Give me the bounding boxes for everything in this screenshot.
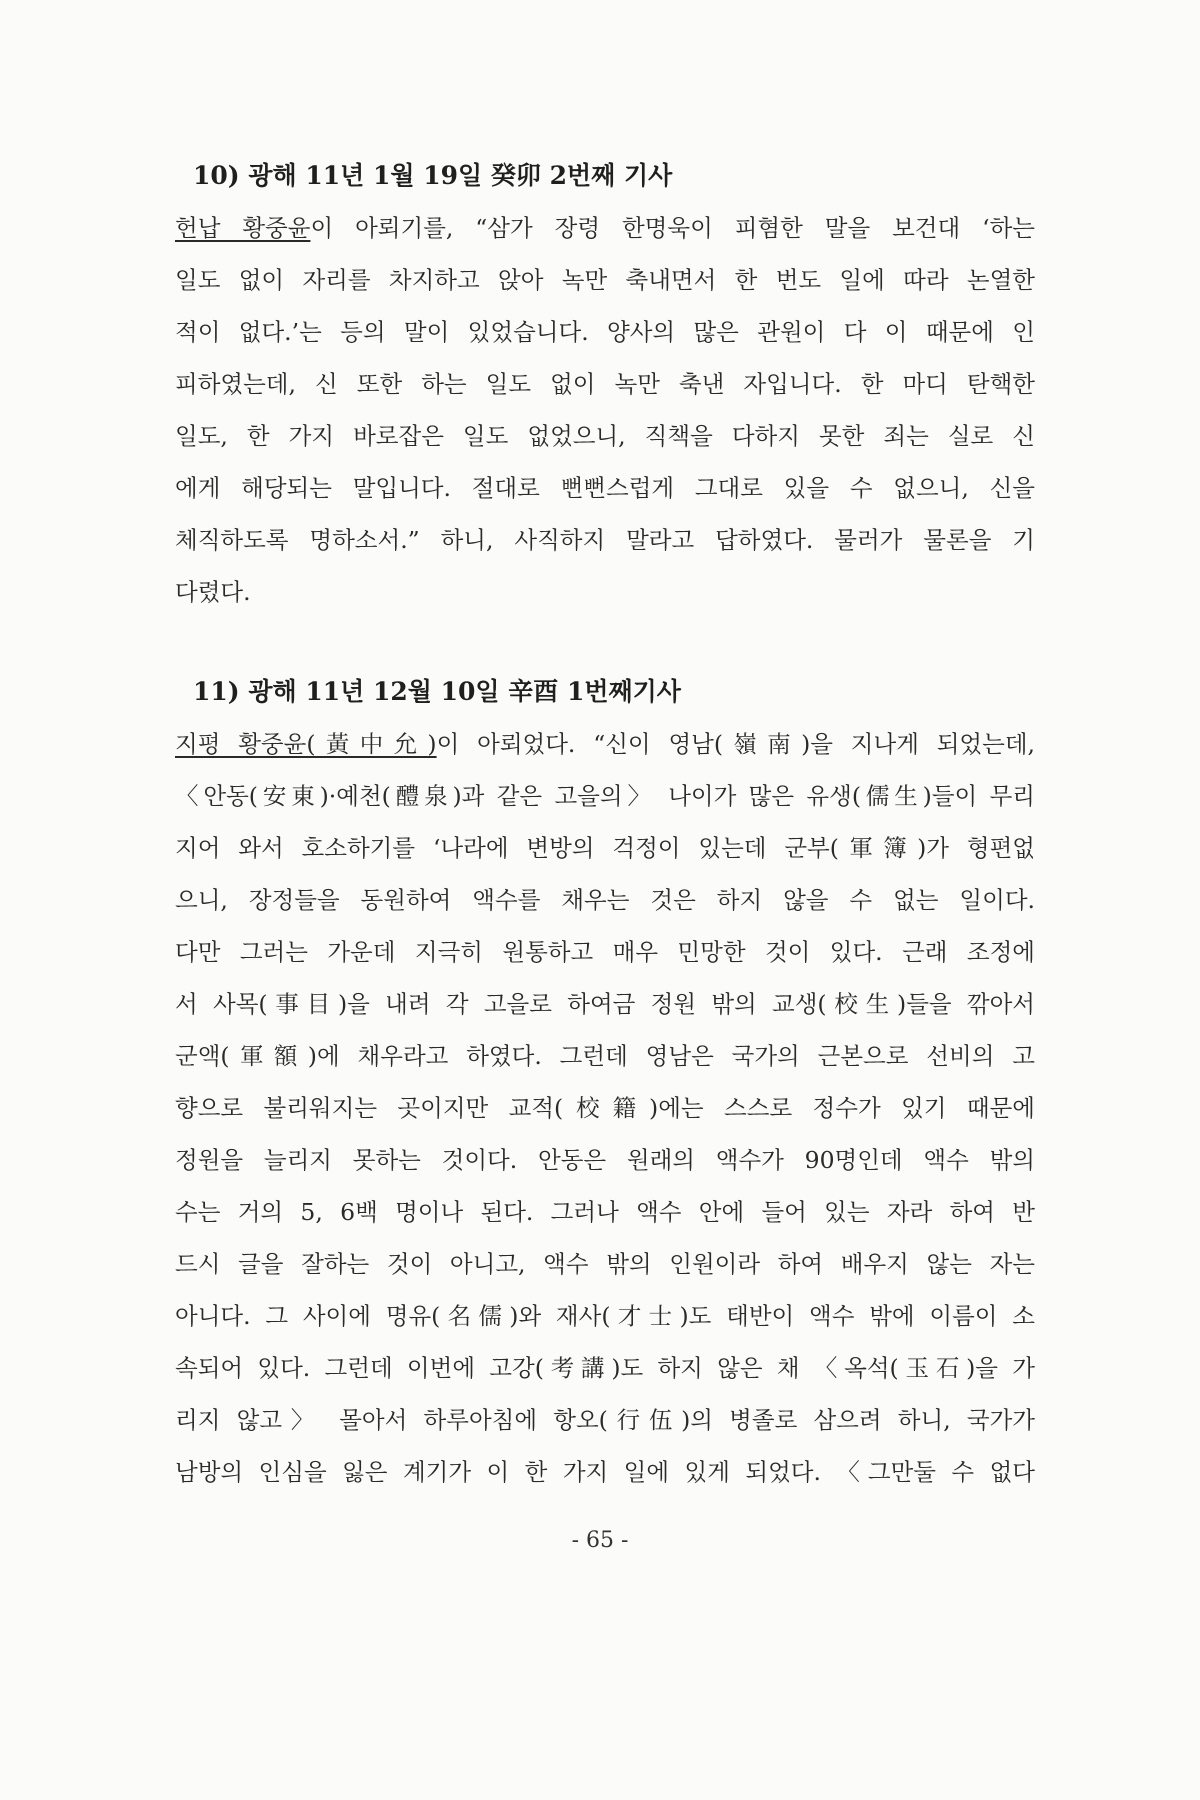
- body-line: 군액(軍額)에 채우라고 하였다. 그런데 영남은 국가의 근본으로 선비의 고: [175, 1042, 1035, 1070]
- body-line: 정원을 늘리지 못하는 것이다. 안동은 원래의 액수가 90명인데 액수 밖의: [175, 1146, 1035, 1174]
- body-line: 으니, 장정들을 동원하여 액수를 채우는 것은 하지 않을 수 없는 일이다.: [175, 886, 1035, 914]
- body-line: 서 사목(事目)을 내려 각 고을로 하여금 정원 밖의 교생(校生)들을 깎아서: [175, 990, 1035, 1018]
- body-line: 에게 해당되는 말입니다. 절대로 뻔뻔스럽게 그대로 있을 수 없으니, 신을: [175, 474, 1035, 502]
- body-line: 속되어 있다. 그런데 이번에 고강(考講)도 하지 않은 채 〈옥석(玉石)을 가: [175, 1354, 1035, 1382]
- section-heading-11: 11) 광해 11년 12월 10일 辛酉 1번째기사: [193, 677, 681, 706]
- body-line: 적이 없다.’는 등의 말이 있었습니다. 양사의 많은 관원이 다 이 때문에 인: [175, 318, 1035, 346]
- body-line: 피하였는데, 신 또한 하는 일도 없이 녹만 축낸 자입니다. 한 마디 탄핵한: [175, 370, 1035, 398]
- page-number: - 65 -: [571, 1528, 629, 1553]
- body-line: 남방의 인심을 잃은 계기가 이 한 가지 일에 있게 되었다. 〈그만둘 수 없다: [175, 1458, 1035, 1486]
- body-line: 지평 황중윤(黃中允)이 아뢰었다. “신이 영남(嶺南)을 지나게 되었는데,: [175, 730, 1035, 758]
- body-line: 다만 그러는 가운데 지극히 원통하고 매우 민망한 것이 있다. 근래 조정에: [175, 938, 1035, 966]
- section-body-11: [175, 718, 1035, 1498]
- speaker-underlined: 헌납 황중윤: [175, 214, 311, 242]
- body-line: 드시 글을 잘하는 것이 아니고, 액수 밖의 인원이라 하여 배우지 않는 자는: [175, 1250, 1035, 1278]
- page-content: [175, 150, 1035, 1498]
- speaker-underlined: 지평 황중윤(黃中允): [175, 730, 437, 758]
- section-body-10: [175, 202, 1035, 618]
- body-line: 일도, 한 가지 바로잡은 일도 없었으니, 직책을 다하지 못한 죄는 실로 신: [175, 422, 1035, 450]
- body-line: 향으로 불리워지는 곳이지만 교적(校籍)에는 스스로 정수가 있기 때문에: [175, 1094, 1035, 1122]
- body-line: 일도 없이 자리를 차지하고 앉아 녹만 축내면서 한 번도 일에 따라 논열한: [175, 266, 1035, 294]
- body-line: 다렸다.: [175, 578, 251, 606]
- body-line: 〈안동(安東)·예천(醴泉)과 같은 고을의〉 나이가 많은 유생(儒生)들이 무리: [175, 782, 1035, 810]
- body-line: 체직하도록 명하소서.” 하니, 사직하지 말라고 답하였다. 물러가 물론을 기: [175, 526, 1035, 554]
- body-line: 리지 않고〉 몰아서 하루아침에 항오(行伍)의 병졸로 삼으려 하니, 국가가: [175, 1406, 1035, 1434]
- body-line: 헌납 황중윤이 아뢰기를, “삼가 장령 한명욱이 피혐한 말을 보건대 ‘하는: [175, 214, 1035, 242]
- section-heading-10: 10) 광해 11년 1월 19일 癸卯 2번째 기사: [193, 161, 673, 190]
- body-line: 수는 거의 5, 6백 명이나 된다. 그러나 액수 안에 들어 있는 자라 하여 반: [175, 1198, 1035, 1226]
- body-line: 아니다. 그 사이에 명유(名儒)와 재사(才士)도 태반이 액수 밖에 이름이 소: [175, 1302, 1035, 1330]
- body-line: 지어 와서 호소하기를 ‘나라에 변방의 걱정이 있는데 군부(軍簿)가 형편없: [175, 834, 1035, 862]
- section-gap: [175, 618, 1035, 666]
